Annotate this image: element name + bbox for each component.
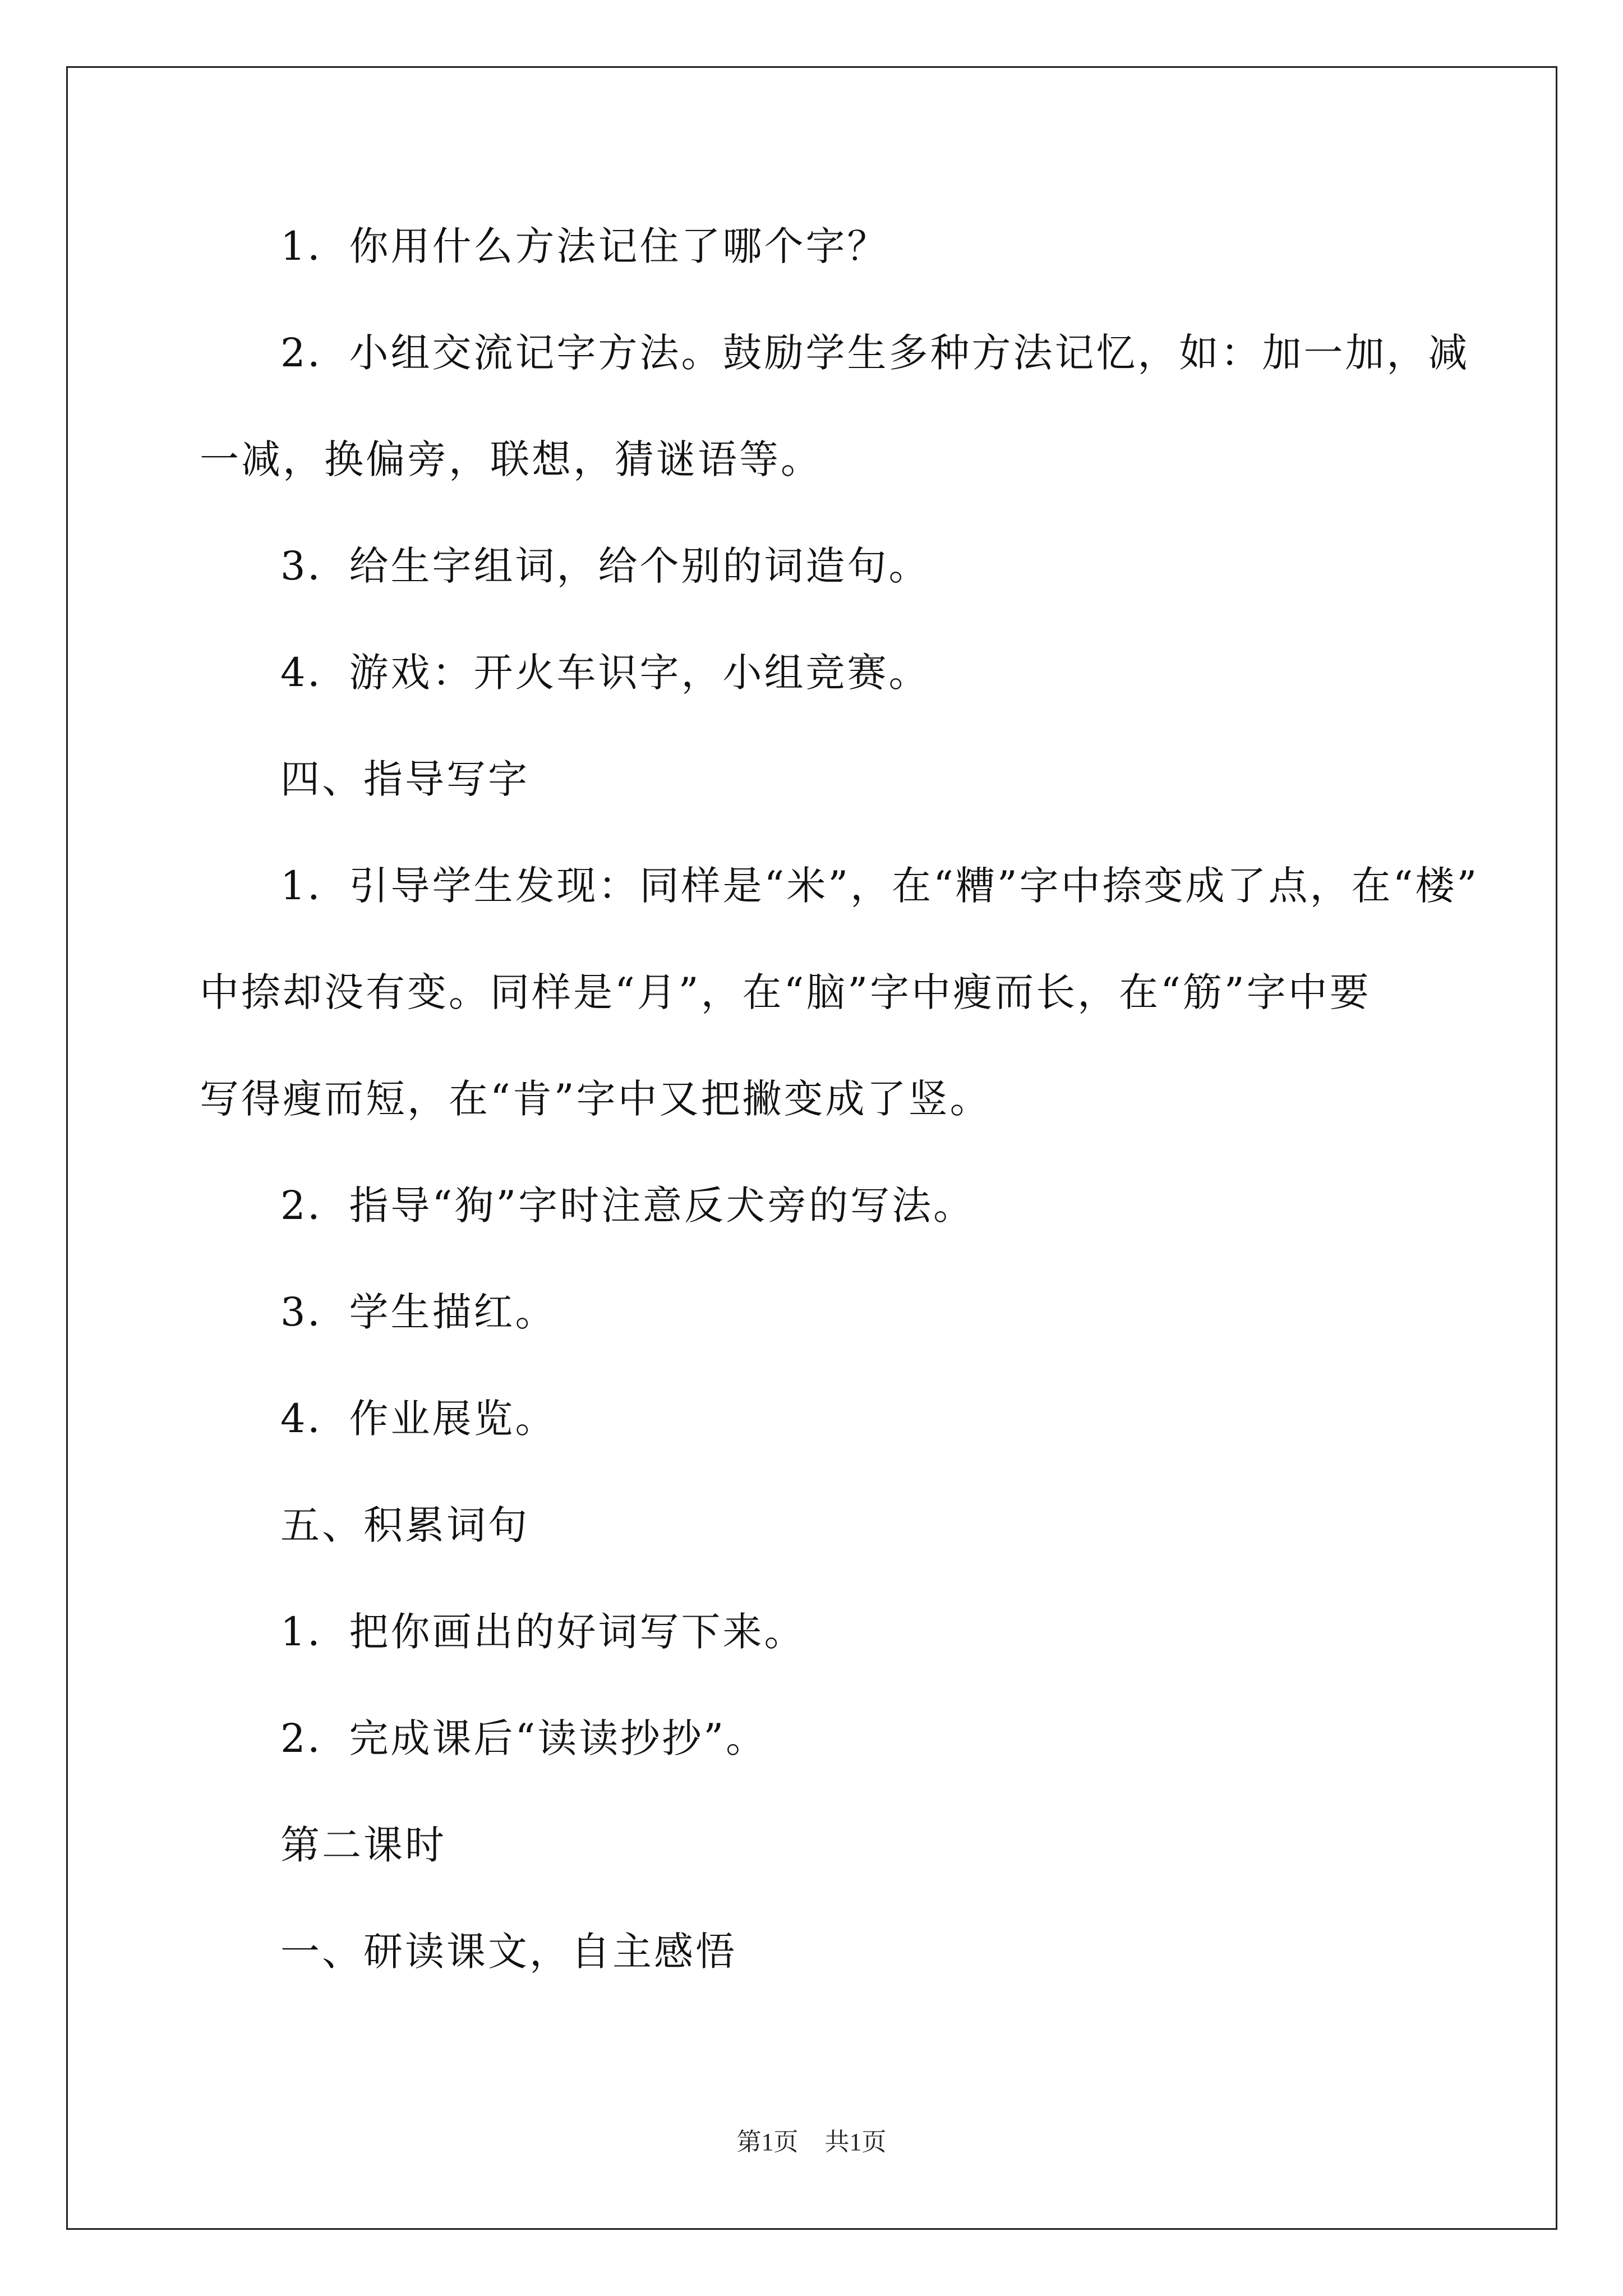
paragraph-5-line-2: 中捺却没有变。同样是“月”，在“脑”字中瘦而长，在“筋”字中要: [200, 969, 1371, 1015]
page-total: 共1页: [824, 2128, 887, 2156]
paragraph-4: 4．游戏：开火车识字，小组竞赛。: [280, 650, 930, 696]
paragraph-2-line-1: 2．小组交流记字方法。鼓励学生多种方法记忆，如：加一加，减: [280, 330, 1470, 376]
section-heading-vocabulary: 五、积累词句: [280, 1502, 529, 1548]
paragraph-3: 3．给生字组词，给个别的词造句。: [280, 543, 930, 589]
paragraph-6: 2．指导“狗”字时注意反犬旁的写法。: [280, 1182, 975, 1228]
paragraph-8: 4．作业展览。: [280, 1396, 557, 1442]
page-footer: [0, 2122, 1623, 2157]
paragraph-5-line-3: 写得瘦而短，在“肯”字中又把撇变成了竖。: [200, 1076, 992, 1122]
paragraph-2-line-2: 一减，换偏旁，联想，猜谜语等。: [200, 436, 822, 482]
paragraph-5-line-1: 1．引导学生发现：同样是“米”，在“糟”字中捺变成了点，在“楼”: [280, 863, 1479, 909]
paragraph-9: 1．把你画出的好词写下来。: [280, 1609, 806, 1655]
page-border: [66, 66, 1557, 2230]
page-number: 第1页: [736, 2128, 799, 2156]
paragraph-7: 3．学生描红。: [280, 1289, 557, 1335]
section-heading-writing: 四、指导写字: [280, 756, 529, 802]
paragraph-1: 1．你用什么方法记住了哪个字？: [280, 223, 889, 269]
section-heading-second-lesson: 第二课时: [280, 1822, 446, 1868]
section-heading-reading: 一、研读课文，自主感悟: [280, 1929, 737, 1975]
paragraph-10: 2．完成课后“读读抄抄”。: [280, 1715, 768, 1761]
